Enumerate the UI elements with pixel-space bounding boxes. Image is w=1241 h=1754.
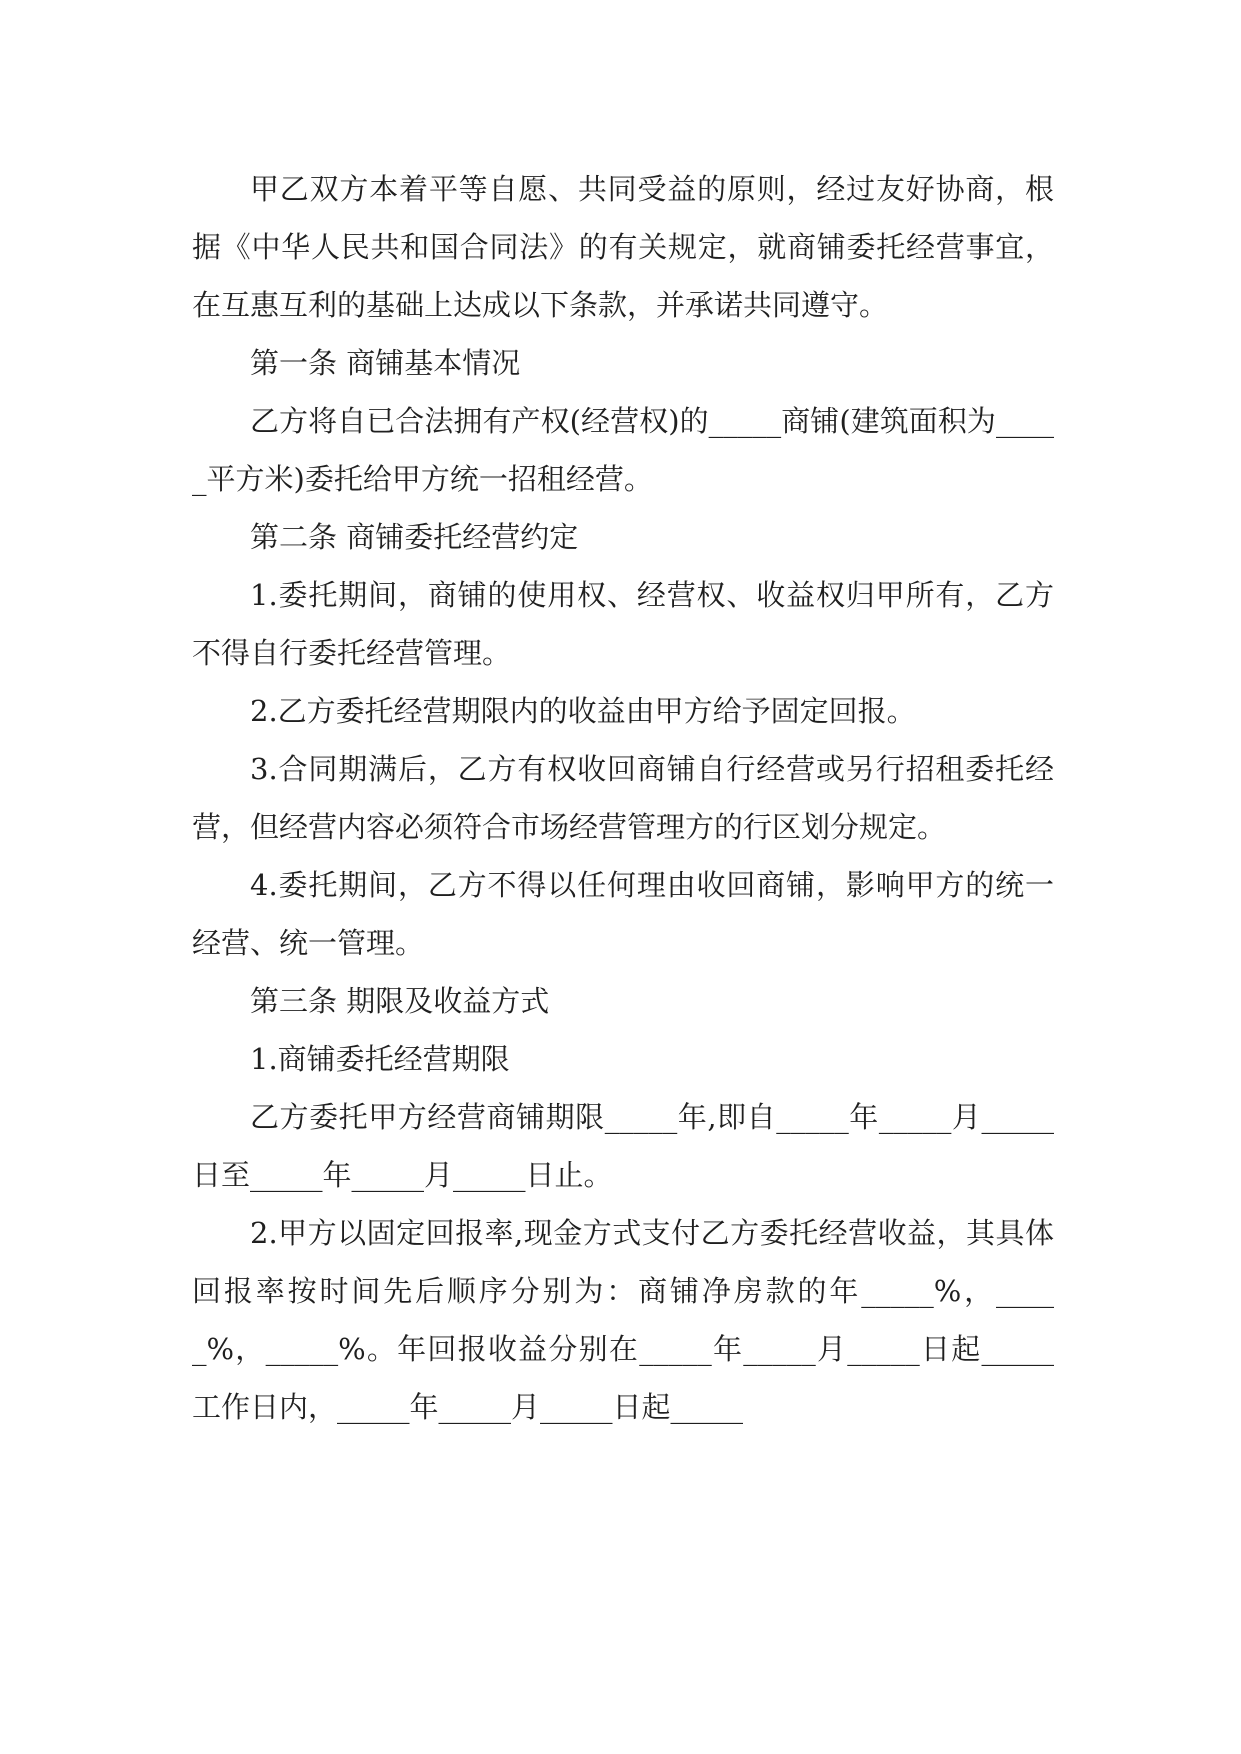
article-2-clause-2: 2.乙方委托经营期限内的收益由甲方给予固定回报。 [250,694,916,728]
preamble-paragraph: 甲乙双方本着平等自愿、共同受益的原则，经过友好协商，根据《中华人民共和国合同法》的有关规定，就商铺委托经营事宜，在互惠互利的基础上达成以下条款，并承诺共同遵守。 [192,172,1054,322]
article-2-heading: 第二条 商铺委托经营约定 [250,520,579,554]
article-3-clause-1-title: 1.商铺委托经营期限 [250,1042,510,1076]
article-1-paragraph: 乙方将自已合法拥有产权(经营权)的_____商铺(建筑面积为_____平方米)委托给甲方统一招租经营。 [192,404,1054,496]
article-2-clause-1: 1.委托期间，商铺的使用权、经营权、收益权归甲所有，乙方不得自行委托经营管理。 [192,578,1054,670]
article-3-term-paragraph: 乙方委托甲方经营商铺期限_____年,即自_____年_____月_____日至_____年_____月_____日止。 [192,1100,1054,1192]
article-2-clause-4: 4.委托期间，乙方不得以任何理由收回商铺，影响甲方的统一经营、统一管理。 [192,868,1054,960]
contract-body [192,160,1054,1436]
article-2-clause-3: 3.合同期满后，乙方有权收回商铺自行经营或另行招租委托经营，但经营内容必须符合市场经营管理方的行区划分规定。 [192,752,1054,844]
article-3-heading: 第三条 期限及收益方式 [250,984,550,1018]
article-3-clause-2: 2.甲方以固定回报率,现金方式支付乙方委托经营收益，其具体回报率按时间先后顺序分别为：商铺净房款的年_____%，_____%，_____%。年回报收益分别在_____年_____月_____日起_____工作日内，_____年_____月_____日起_____ [192,1216,1054,1424]
article-1-heading: 第一条 商铺基本情况 [250,346,521,380]
